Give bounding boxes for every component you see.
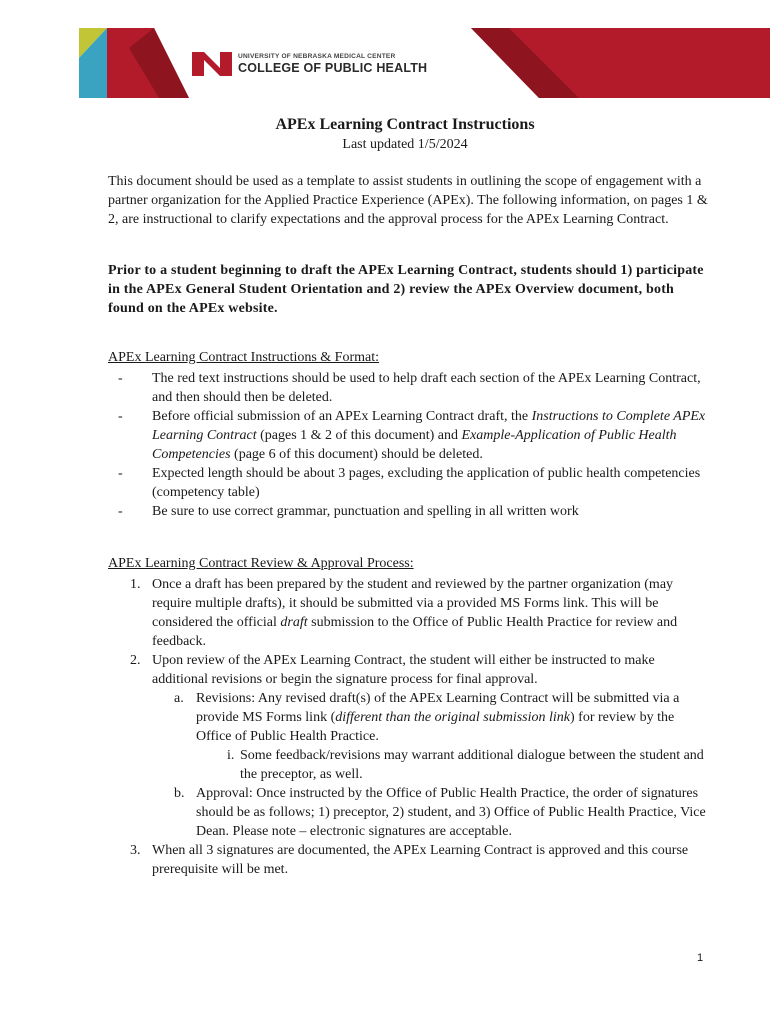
list-item: - The red text instructions should be used to help draft each section of the APEx Learning Contract, and then should then be deleted. <box>118 371 701 405</box>
list-item: 2. Upon review of the APEx Learning Contract, the student will either be instructed to make additional revisions or begin the signature process for final approval. a. Revisions: Any revised draft(s) of the APEx Learning Contract will be submitted via a provide MS Forms link (different than the original submission link) for review by the Office of Public Health Practice. i. Some feedback/revisions may warrant additional dialogue between the student and the preceptor, as well. b. Approval: Once instructed by the Office of Public Health Practice, the order of signatures should be as follows; 1) preceptor, 2) student, and 3) Office of Public Health Practice, Vice Dean. Please note – electronic signatures are acceptable. <box>108 651 708 841</box>
review-list <box>108 575 708 879</box>
sub-list <box>152 689 708 841</box>
review-section-heading: APEx Learning Contract Review & Approval Process: <box>108 556 414 571</box>
prerequisite-paragraph: Prior to a student beginning to draft the APEx Learning Contract, students should 1) participate in the APEx General Student Orientation and 2) review the APEx Overview document, both found on the APEx website. <box>108 263 704 316</box>
format-list <box>108 369 708 521</box>
unmc-n-icon <box>190 48 234 80</box>
list-item: - Expected length should be about 3 pages, excluding the application of public health competencies (competency table) <box>118 466 701 500</box>
list-item: 1. Once a draft has been prepared by the student and reviewed by the partner organization (may require multiple drafts), it should be submitted via a provided MS Forms link. This will be considered the official draft submission to the Office of Public Health Practice for review and feedback. <box>130 577 678 649</box>
document-title: APEx Learning Contract Instructions <box>275 116 535 133</box>
format-section-heading: APEx Learning Contract Instructions & Format: <box>108 350 380 365</box>
org-small-text: UNIVERSITY OF NEBRASKA MEDICAL CENTER <box>238 52 396 60</box>
list-item: 3. When all 3 signatures are documented, the APEx Learning Contract is approved and this course prerequisite will be met. <box>130 843 689 877</box>
list-item: a. Revisions: Any revised draft(s) of the APEx Learning Contract will be submitted via a provide MS Forms link (different than the original submission link) for review by the Office of Public Health Practice. i. Some feedback/revisions may warrant additional dialogue between the student and the preceptor, as well. <box>152 689 708 784</box>
college-logo <box>190 48 427 80</box>
page-number: 1 <box>697 952 704 964</box>
last-updated: Last updated 1/5/2024 <box>342 137 468 152</box>
list-item: - Before official submission of an APEx Learning Contract draft, the Instructions to Complete APEx Learning Contract (pages 1 & 2 of this document) and Example-Application of Public Health Competencies (page 6 of this document) should be deleted. <box>118 409 706 462</box>
org-big-text: COLLEGE OF PUBLIC HEALTH <box>238 60 428 75</box>
list-item: b. Approval: Once instructed by the Office of Public Health Practice, the order of signatures should be as follows; 1) preceptor, 2) student, and 3) Office of Public Health Practice, Vice Dean. Please note – electronic signatures are acceptable. <box>174 786 706 839</box>
intro-paragraph: This document should be used as a template to assist students in outlining the scope of engagement with a partner organization for the Applied Practice Experience (APEx). The following information, on pages 1 & 2, are instructional to clarify expectations and the approval process for the APEx Learning Contract. <box>108 174 708 227</box>
list-item: - Be sure to use correct grammar, punctuation and spelling in all written work <box>118 504 579 519</box>
sub-sub-list <box>196 746 708 784</box>
list-item: i. Some feedback/revisions may warrant additional dialogue between the student and the preceptor, as well. <box>227 748 704 782</box>
